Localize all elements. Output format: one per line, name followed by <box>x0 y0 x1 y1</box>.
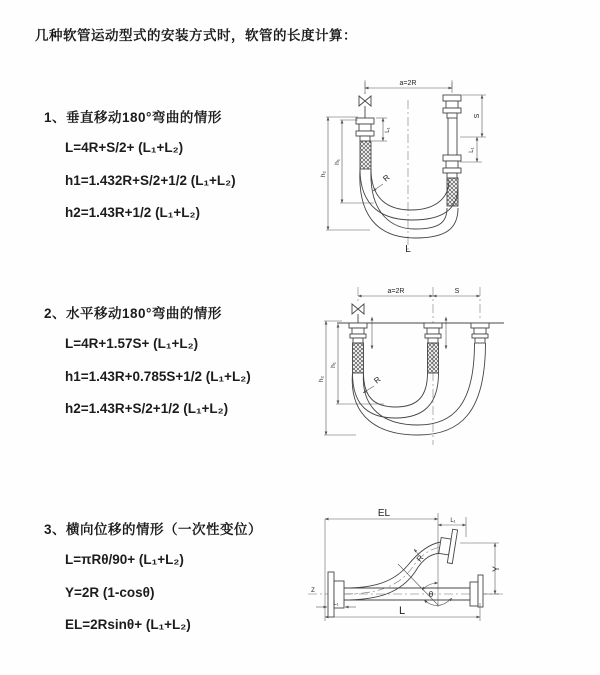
dim-label-l1-bottom: L₁ <box>333 601 339 607</box>
formula-2-h2: h2=1.43R+S/2+1/2 (L₁+L₂) <box>65 401 229 416</box>
dimension-l1-left <box>372 118 391 141</box>
dim-label-h1: h₁ <box>334 159 341 165</box>
formula-1-L: L=4R+S/2+ (L₁+L₂) <box>65 140 184 155</box>
dim-label-a2r: a=2R <box>387 288 405 295</box>
page-title: 几种软管运动型式的安装方式时，软管的长度计算： <box>35 28 357 43</box>
dim-label-s: S <box>474 113 481 119</box>
diagram-lateral-displacement <box>298 503 600 665</box>
middle-pipe-fitting <box>424 323 442 373</box>
radius-callout <box>373 173 392 191</box>
section-3 <box>44 520 262 642</box>
dimension-l1-bottom <box>316 601 356 607</box>
left-pipe-fitting <box>349 323 367 373</box>
braided-hose-section <box>360 141 371 169</box>
section-2-heading: 2、水平移动180°弯曲的情形 <box>44 306 222 321</box>
section-1-heading: 1、垂直移动180°弯曲的情形 <box>44 110 222 125</box>
formula-1-h1: h1=1.432R+S/2+1/2 (L₁+L₂) <box>65 172 236 188</box>
braided-hose-section <box>353 343 364 373</box>
section-1 <box>44 108 236 230</box>
formula-3-L: L=πRθ/90+ (L₁+L₂) <box>65 552 184 567</box>
diagram-horizontal-180-bend <box>312 283 600 458</box>
formula-3-Y: Y=2R (1-cosθ) <box>65 584 155 600</box>
dim-label-l1-left: L₁ <box>385 127 391 133</box>
formula-1-h2: h2=1.43R+1/2 (L₁+L₂) <box>65 205 201 220</box>
dim-label-s: S <box>454 288 460 295</box>
displaced-flange <box>437 528 457 564</box>
diagram-vertical-180-bend <box>312 72 600 264</box>
left-flange <box>328 572 344 617</box>
dim-label-h1: h₁ <box>330 362 337 368</box>
dim-label-h2: h₂ <box>320 170 327 178</box>
dim-label-l1-top: L₁ <box>450 518 456 524</box>
dim-label-y: Y <box>491 565 501 573</box>
label-r: R <box>414 553 426 564</box>
right-pipe-fitting <box>471 323 489 343</box>
valve-icon <box>359 96 371 118</box>
braided-hose-section <box>428 343 439 373</box>
dim-label-h2: h₂ <box>318 375 325 383</box>
dimension-s <box>460 95 486 137</box>
label-z-axis: Z <box>311 588 315 594</box>
dim-label-l: L <box>398 605 406 617</box>
label-l: L <box>405 244 411 255</box>
formula-2-h1: h1=1.43R+0.785S+1/2 (L₁+L₂) <box>65 368 251 384</box>
section-2 <box>44 304 251 426</box>
u-hose-curves <box>360 169 458 238</box>
valve-icon <box>352 304 364 323</box>
dimension-s <box>433 288 480 296</box>
formula-2-L: L=4R+1.57S+ (L₁+L₂) <box>65 336 199 351</box>
label-r: R <box>381 172 392 184</box>
dim-label-l1-right: L₁ <box>469 147 475 153</box>
u-hose-curves <box>352 343 485 435</box>
formula-3-EL: EL=2Rsinθ+ (L₁+L₂) <box>65 617 191 632</box>
left-pipe-fitting <box>356 118 374 169</box>
right-flange <box>470 575 483 607</box>
dimension-a2r <box>365 80 452 94</box>
angle-theta-construction <box>398 564 452 606</box>
dimension-l <box>325 603 480 621</box>
dimension-a2r <box>358 288 433 296</box>
dimension-l1-right <box>460 137 482 162</box>
label-theta: θ <box>428 590 434 599</box>
dim-label-el: EL <box>377 508 391 519</box>
radius-callout <box>414 549 426 563</box>
label-r: R <box>372 374 383 386</box>
section-3-heading: 3、横向位移的情形（一次性变位） <box>44 522 263 537</box>
dim-label-a2r: a=2R <box>399 80 417 87</box>
